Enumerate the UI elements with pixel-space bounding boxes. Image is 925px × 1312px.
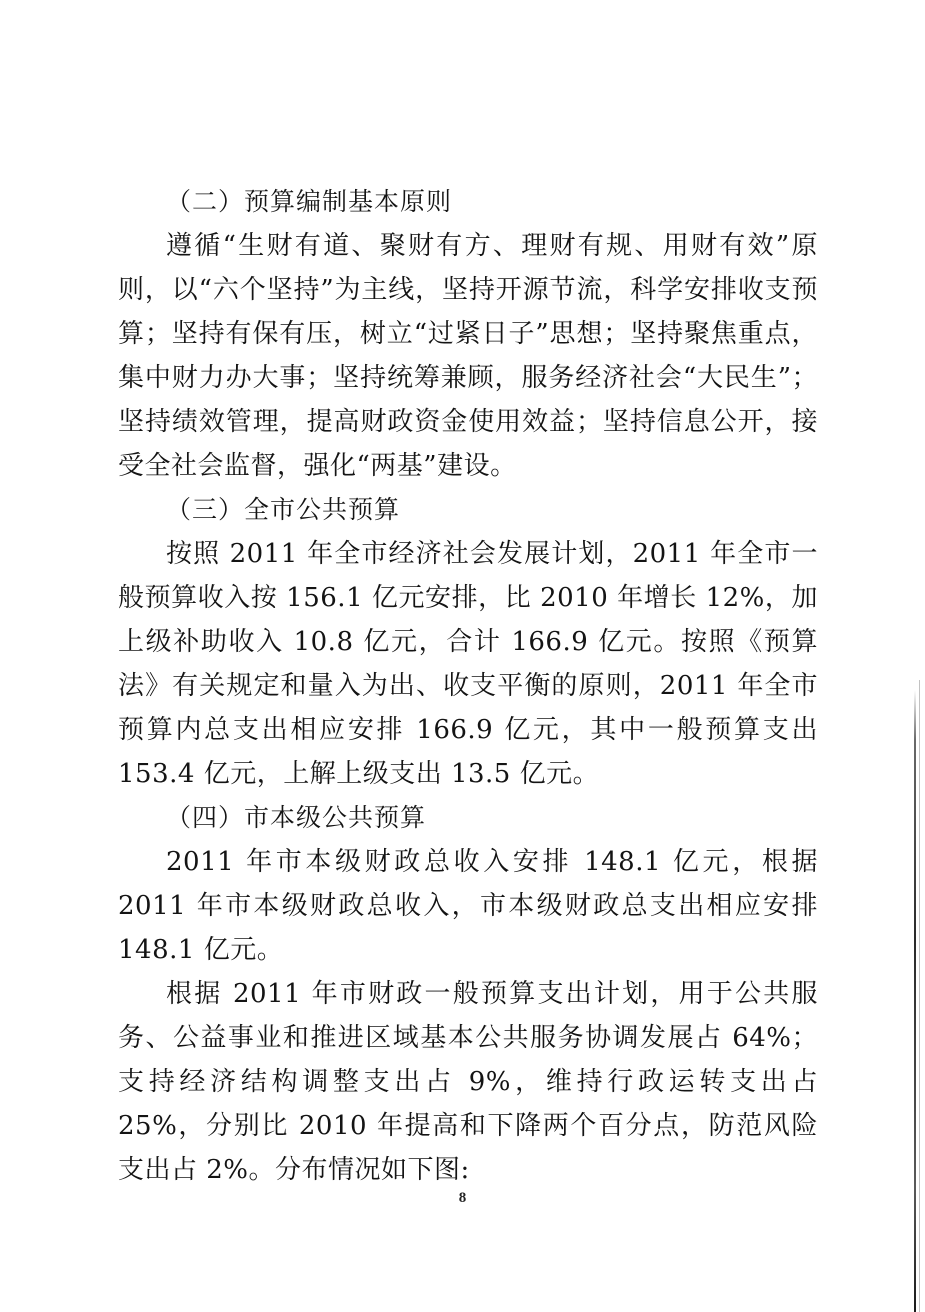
paragraph-expenditure-distribution: 根据 2011 年市财政一般预算支出计划，用于公共服务、公益事业和推进区域基本公共服务协调发展占 64%；支持经济结构调整支出占 9%，维持行政运转支出占 25%，分别比 2010 年提高和下降两个百分点，防范风险支出占 2%。分布情况如下图: bbox=[118, 979, 818, 1185]
paragraph-city-public-budget: 按照 2011 年全市经济社会发展计划，2011 年全市一般预算收入按 156.1 亿元安排，比 2010 年增长 12%，加上级补助收入 10.8 亿元，合计 166.9 亿元。按照《预算法》有关规定和量入为出、收支平衡的原则，2011 年全市预算内总支出相应安排 166.9 亿元，其中一般预算支出 153.4 亿元，上解上级支出 13.5 亿元。 bbox=[118, 539, 818, 789]
scan-edge-line bbox=[914, 690, 916, 1312]
paragraph-municipal-revenue: 2011 年市本级财政总收入安排 148.1 亿元，根据 2011 年市本级财政总收入，市本级财政总支出相应安排 148.1 亿元。 bbox=[118, 847, 818, 965]
document-body bbox=[118, 180, 818, 1192]
section-heading-municipal-public-budget: （四）市本级公共预算 bbox=[166, 803, 427, 832]
paragraph-budget-principles: 遵循“生财有道、聚财有方、理财有规、用财有效”原则，以“六个坚持”为主线，坚持开源节流，科学安排收支预算；坚持有保有压，树立“过紧日子”思想；坚持聚焦重点，集中财力办大事；坚持统筹兼顾，服务经济社会“大民生”；坚持绩效管理，提高财政资金使用效益；坚持信息公开，接受全社会监督，强化“两基”建设。 bbox=[118, 231, 818, 481]
section-heading-budget-principles: （二）预算编制基本原则 bbox=[166, 187, 453, 216]
section-heading-city-public-budget: （三）全市公共预算 bbox=[166, 495, 401, 524]
page-number: 8 bbox=[458, 1190, 467, 1206]
scan-edge-shadow bbox=[919, 680, 920, 1312]
